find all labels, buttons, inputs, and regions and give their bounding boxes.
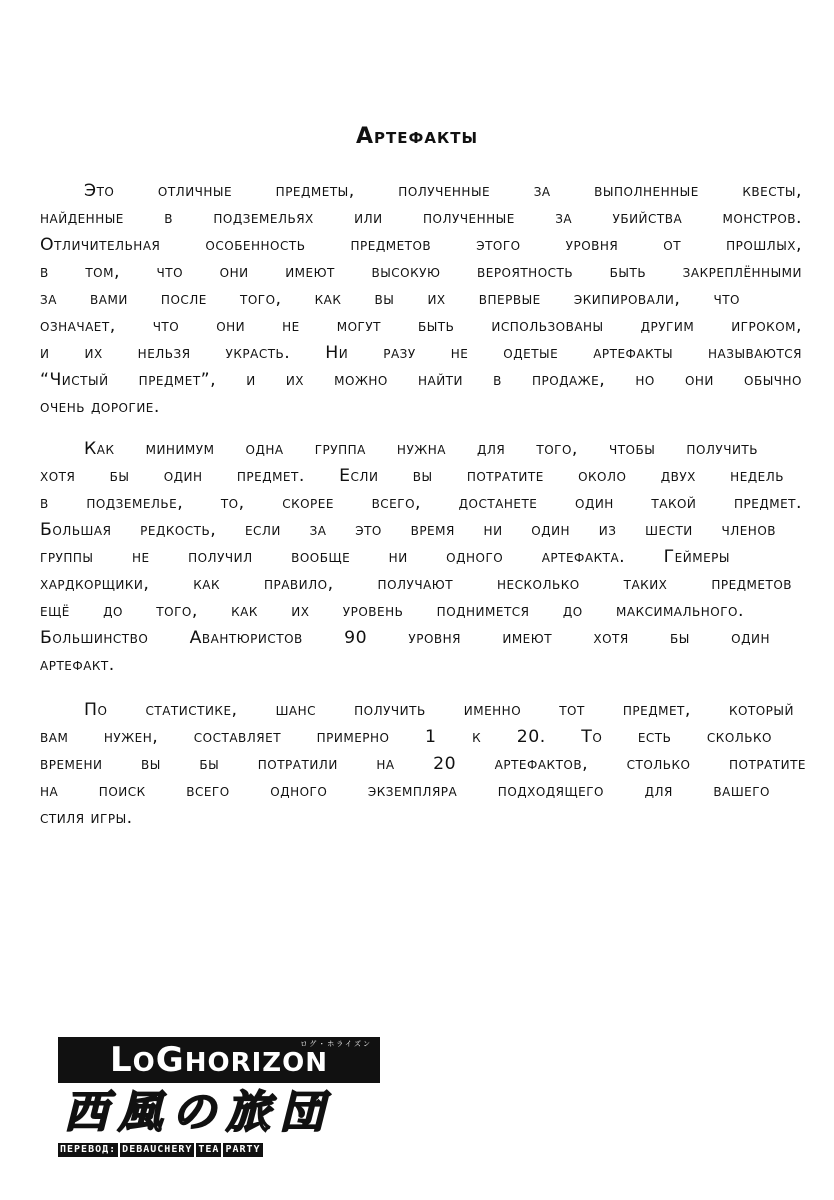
logo-kana: ログ・ホライズン [300,1040,372,1048]
credit-team-word: TEA [198,1144,220,1155]
text-line: Это отличные предметы, полученные за выполненные квесты, [84,181,802,201]
text-line: на поиск всего одного экземпляра подходящего для вашего [40,781,770,801]
translation-credit [58,1143,384,1157]
text-line: в подземелье, то, скорее всего, достанете один такой предмет. [40,493,802,513]
text-line: По статистике, шанс получить именно тот предмет, который [84,700,794,720]
text-line: “Чистый предмет”, и их можно найти в продаже, но они обычно [40,370,802,390]
text-line: и их нельзя украсть. Ни разу не одетые артефакты называются [40,343,802,363]
text-line: Отличительная особенность предметов этого уровня от прошлых, [40,235,802,255]
credit-label: ПЕРЕВОД: [60,1144,117,1155]
text-line: Большая редкость, если за это время ни один из шести членов [40,520,776,540]
text-line: означает, что они не могут быть использованы другим игроком, [40,316,802,336]
credit-team-word: PARTY [225,1144,261,1155]
text-line: за вами после того, как вы их впервые экипировали, что [40,289,740,309]
log-horizon-logo [58,1037,384,1157]
text-line: очень дорогие. [40,397,160,417]
text-line: хотя бы один предмет. Если вы потратите около двух недель [40,466,784,486]
text-line: Как минимум одна группа нужна для того, чтобы получить [84,439,758,459]
paragraph-2 [40,436,802,679]
paragraph-1 [40,178,802,421]
page-title: Артефакты [355,124,479,149]
text-line: хардкорщики, как правило, получают несколько таких предметов [40,574,792,594]
text-line: времени вы бы потратили на 20 артефактов, столько потратите [40,754,806,774]
credit-team-word: DEBAUCHERY [122,1144,193,1155]
text-line: ещё до того, как их уровень поднимется до максимального. [40,601,744,621]
logo-kanji: 西風の旅団 [64,1087,334,1138]
text-line: группы не получил вообще ни одного артефакта. Геймеры [40,547,730,567]
paragraph-3 [40,697,806,832]
text-line: стиля игры. [40,808,133,828]
logo-title: LOGHORIZON [110,1040,328,1080]
text-line: в том, что они имеют высокую вероятность быть закреплёнными [40,262,802,282]
text-line: артефакт. [40,655,115,675]
text-line: Большинство Авантюристов 90 уровня имеют хотя бы один [40,628,770,648]
logo-banner [58,1037,380,1083]
text-line: найденные в подземельях или полученные за убийства монстров. [40,208,802,228]
text-line: вам нужен, составляет примерно 1 к 20. То есть сколько [40,727,772,747]
